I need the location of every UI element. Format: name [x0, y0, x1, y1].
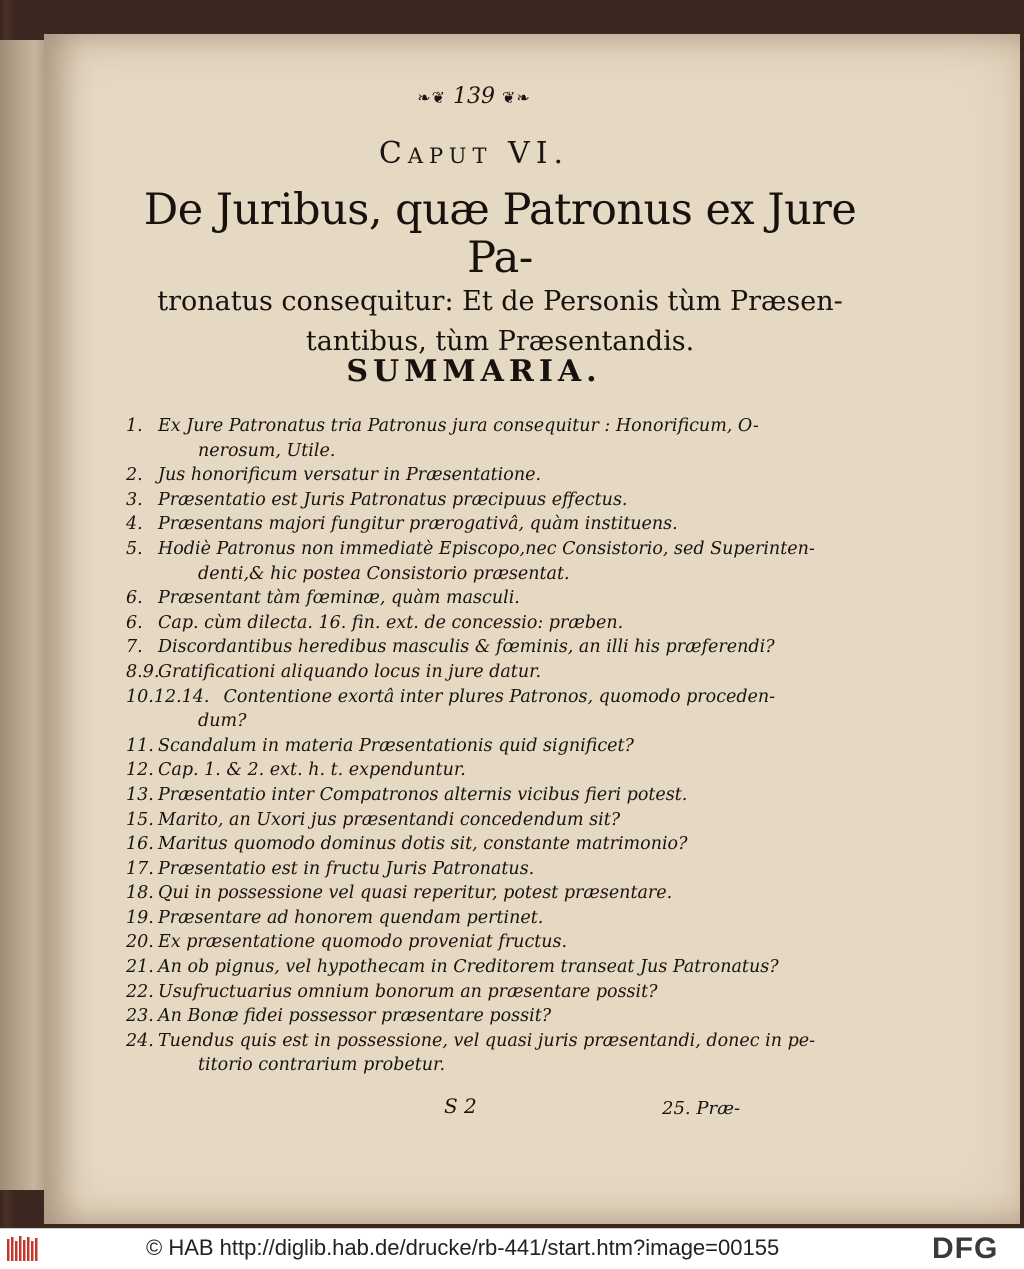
entry-text: Præsentatio inter Compatronos alternis vicibus fieri potest.	[158, 784, 688, 805]
entry-text: Tuendus quis est in possessione, vel quasi juris præsentandi, donec in pe-	[158, 1030, 816, 1051]
footer-bar	[0, 1228, 1024, 1269]
entry-text: Cap. 1. & 2. ext. h. t. expenduntur.	[158, 760, 466, 781]
list-item	[126, 832, 816, 857]
entry-number: 15.	[126, 809, 154, 830]
entry-number: 22.	[126, 981, 154, 1002]
entry-text: Præsentatio est in fructu Juris Patronatus.	[158, 858, 535, 879]
page-folio	[44, 84, 904, 109]
entry-number: 4.	[126, 514, 143, 535]
page-number: 139	[453, 84, 495, 109]
entry-number: 23.	[126, 1006, 154, 1027]
list-item	[126, 1029, 816, 1054]
title-line-3: tantibus, tùm Præsentandis.	[305, 326, 695, 357]
list-item	[126, 758, 816, 783]
catchword: 25. Præ-	[662, 1098, 741, 1119]
entry-number: 21.	[126, 957, 154, 978]
list-item	[126, 930, 816, 955]
entry-text: Præsentatio est Juris Patronatus præcipuus effectus.	[158, 489, 628, 510]
entry-number: 24.	[126, 1030, 154, 1051]
entry-text: Marito, an Uxori jus præsentandi concedendum sit?	[158, 809, 621, 830]
title-line-2: tronatus consequitur: Et de Personis tùm Præsen-	[157, 286, 843, 317]
entry-text: Contentione exortâ inter plures Patronos, quomodo proceden-	[223, 686, 776, 707]
entry-number: 12.	[126, 760, 154, 781]
book-page	[44, 34, 1020, 1224]
list-item	[126, 685, 816, 710]
summary-list	[126, 414, 816, 1078]
list-item	[126, 808, 816, 833]
list-item	[126, 783, 816, 808]
entry-continuation: titorio contrarium probetur.	[198, 1055, 446, 1076]
dfg-logo: DFG	[932, 1232, 999, 1265]
entry-continuation: denti,& hic postea Consistorio præsentat.	[198, 563, 570, 584]
entry-text: An ob pignus, vel hypothecam in Creditorem transeat Jus Patronatus?	[158, 957, 779, 978]
list-item	[126, 660, 816, 685]
entry-text: Cap. cùm dilecta. 16. fin. ext. de concessio: præben.	[158, 612, 624, 633]
entry-number: 6.	[126, 588, 143, 609]
entry-number: 17.	[126, 858, 154, 879]
entry-text: Ex præsentatione quomodo proveniat fructus.	[158, 932, 568, 953]
entry-number: 1.	[126, 416, 143, 436]
entry-text: Præsentare ad honorem quendam pertinet.	[158, 907, 544, 928]
chapter-title	[130, 186, 870, 362]
entry-number: 20.	[126, 932, 154, 953]
list-item	[126, 512, 816, 537]
entry-number: 13.	[126, 784, 154, 805]
list-item	[126, 635, 816, 660]
list-item	[126, 414, 816, 439]
entry-number: 2.	[126, 465, 143, 486]
entry-text: Gratificationi aliquando locus in jure datur.	[158, 661, 542, 682]
list-item	[126, 980, 816, 1005]
folio-ornament-right: ❦❧	[502, 88, 531, 107]
entry-continuation: nerosum, Utile.	[198, 440, 336, 461]
entry-number: 6.	[126, 612, 143, 633]
entry-text: Discordantibus heredibus masculis & fœminis, an illi his præferendi?	[158, 637, 775, 658]
entry-number: 19.	[126, 907, 154, 928]
list-item	[126, 881, 816, 906]
entry-text: Scandalum in materia Præsentationis quid significet?	[158, 735, 634, 756]
list-item	[126, 488, 816, 513]
entry-number: 16.	[126, 834, 154, 855]
entry-number: 8.9.	[126, 661, 160, 682]
entry-number: 5.	[126, 538, 143, 559]
list-item	[126, 463, 816, 488]
entry-number: 11.	[126, 735, 154, 756]
list-item	[126, 955, 816, 980]
copyright-link[interactable]: © HAB http://diglib.hab.de/drucke/rb-441/start.htm?image=00155	[146, 1235, 780, 1260]
title-line-1: De Juribus, quæ Patronus ex Jure Pa-	[143, 185, 857, 283]
entry-text: An Bonæ fidei possessor præsentare possit?	[158, 1006, 552, 1027]
entry-number: 7.	[126, 637, 143, 658]
list-item	[126, 906, 816, 931]
list-item	[126, 611, 816, 636]
entry-text: Jus honorificum versatur in Præsentatione.	[158, 465, 542, 486]
list-item	[126, 857, 816, 882]
entry-text: Præsentans majori fungitur prærogativâ, quàm instituens.	[158, 514, 678, 535]
summaria-heading: SUMMARIA.	[346, 354, 602, 389]
entry-text: Usufructuarius omnium bonorum an præsentare possit?	[158, 981, 658, 1002]
entry-text: Præsentant tàm fœminæ, quàm masculi.	[158, 588, 520, 609]
entry-number: 18.	[126, 883, 154, 904]
entry-number: 3.	[126, 489, 143, 510]
entry-text: Maritus quomodo dominus dotis sit, constante matrimonio?	[158, 834, 688, 855]
signature-mark: S 2	[444, 1094, 477, 1118]
hab-logo-icon	[6, 1235, 40, 1263]
list-item	[126, 586, 816, 611]
list-item	[126, 734, 816, 759]
list-item	[126, 1004, 816, 1029]
entry-continuation: dum?	[198, 711, 247, 732]
entry-text: Hodiè Patronus non immediatè Episcopo,nec Consistorio, sed Superinten-	[158, 538, 815, 559]
list-item	[126, 537, 816, 562]
entry-number: 10.12.14.	[126, 686, 210, 707]
entry-text: Ex Jure Patronatus tria Patronus jura consequitur : Honorificum, O-	[158, 416, 759, 436]
entry-text: Qui in possessione vel quasi reperitur, potest præsentare.	[158, 883, 673, 904]
chapter-heading: Caput VI.	[378, 136, 570, 171]
folio-ornament-left: ❧❦	[417, 88, 446, 107]
